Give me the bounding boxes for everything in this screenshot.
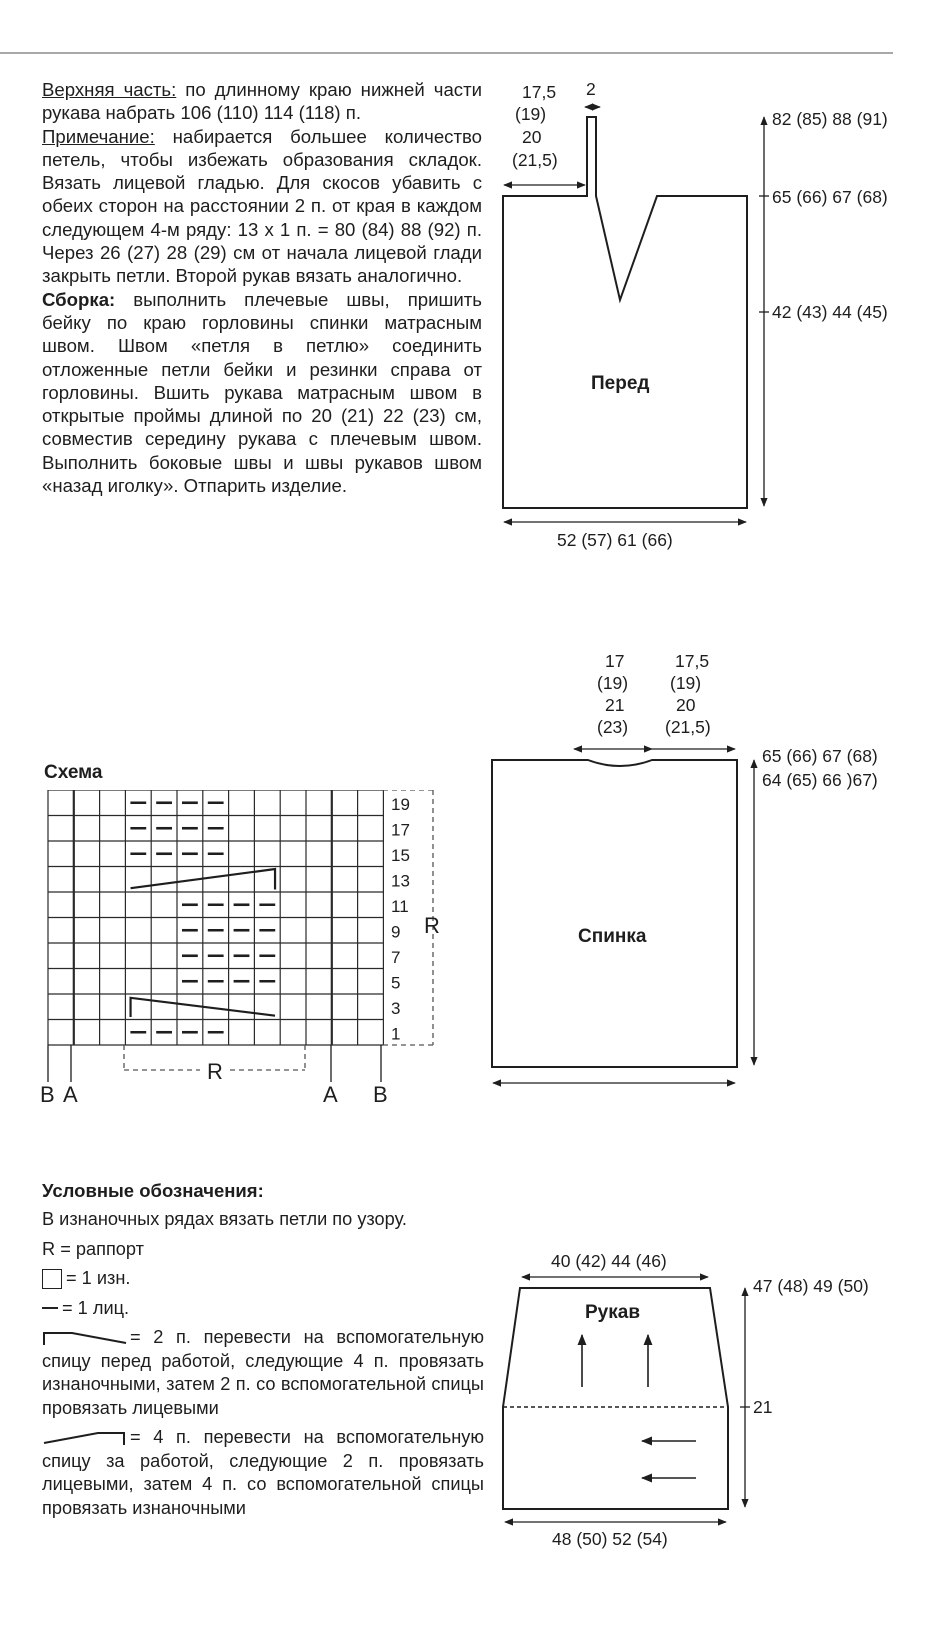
- front-body-height: 42 (43) 44 (45): [772, 302, 888, 322]
- front-neck-width-2: (19): [515, 104, 547, 124]
- marker-b-right: B: [373, 1082, 388, 1107]
- back-left-1: 17: [605, 651, 625, 671]
- sleeve-top-width: 40 (42) 44 (46): [551, 1251, 667, 1271]
- row-number: 1: [391, 1024, 401, 1044]
- note-text: набирается большее количество петель, чтобы избежать образования складок. Вязать лицевой гладью. Для скосов убавить с обеих сторон на расстоянии 2 п. от края в каждом следующем 4-м ряду: 13 х 1 п. = 80 (84) 88 (92) п. Через 26 (27) 28 (29) см от начала лицевой глади закрыть петли. Второй рукав вязать аналогично.: [42, 125, 482, 287]
- back-left-4: (23): [597, 717, 629, 737]
- back-diagram: [492, 760, 737, 1067]
- assembly-text: выполнить плечевые швы, пришить бейку по краю горловины спинки матрасным швом. Швом «петля в петлю» соединить отложенные петли бейки и резинки справа от горловины. Вшить рукава матрасным швом в открытые проймы длиной по 20 (21) 22 (23) см, совместив середину рукава с плечевым швом. Выполнить боковые швы и швы рукавов швом «назад иголку». Отпарить изделие.: [42, 288, 482, 497]
- back-left-3: 21: [605, 695, 625, 715]
- front-neck-depth: 65 (66) 67 (68): [772, 187, 888, 207]
- legend-repeat-text: R = раппорт: [42, 1238, 144, 1259]
- repeat-label-right: R: [424, 913, 440, 938]
- back-height-2: 64 (65) 66 )67): [762, 770, 878, 790]
- back-dimensions: [493, 749, 754, 1083]
- back-right-2: (19): [670, 673, 702, 693]
- row-number: 7: [391, 947, 401, 967]
- legend-cable-left-text: = 2 п. перевести на вспомогательную спицу перед работой, следующие 4 п. провязать изнаночными, затем 2 п. со вспомогательной спицы провязать лицевыми: [42, 1327, 484, 1418]
- marker-a-left: A: [63, 1082, 78, 1107]
- back-right-3: 20: [676, 695, 696, 715]
- back-right-1: 17,5: [675, 651, 710, 671]
- marker-a-right: A: [323, 1082, 338, 1107]
- row-number: 11: [391, 896, 409, 916]
- back-left-2: (19): [597, 673, 629, 693]
- sleeve-lower-height: 21: [753, 1397, 773, 1417]
- legend-intro: В изнаночных рядах вязать петли по узору.: [42, 1209, 407, 1229]
- front-diagram: [503, 117, 747, 508]
- back-height-1: 65 (66) 67 (68): [762, 746, 878, 766]
- sleeve-bottom-width: 48 (50) 52 (54): [552, 1529, 668, 1549]
- row-number: 9: [391, 922, 401, 942]
- back-title: Спинка: [578, 926, 647, 947]
- front-width: 52 (57) 61 (66): [557, 530, 673, 550]
- note-label: Примечание:: [42, 125, 155, 147]
- front-neck-width-1: 17,5: [522, 82, 557, 102]
- row-number: 19: [391, 794, 410, 814]
- assembly-label: Сборка:: [42, 288, 116, 310]
- back-right-4: (21,5): [665, 717, 711, 737]
- row-number: 5: [391, 973, 401, 993]
- row-number: 3: [391, 998, 401, 1018]
- legend-knit-text: = 1 лиц.: [62, 1297, 130, 1318]
- legend-cable-right-text: = 4 п. перевести на вспомогательную спицу за работой, следующие 2 п. провязать лицевыми, затем 4 п. со вспомогательной спицы провязать изнаночными: [42, 1427, 484, 1518]
- upper-part-label: Верхняя часть:: [42, 79, 177, 100]
- marker-b-left: B: [40, 1082, 55, 1107]
- sleeve-height: 47 (48) 49 (50): [753, 1276, 869, 1296]
- front-title: Перед: [591, 373, 650, 394]
- front-neck-width-4: (21,5): [512, 150, 558, 170]
- upper-part-text: по длинному краю нижней части рукава набрать 106 (110) 114 (118) п.: [42, 79, 482, 124]
- row-number: 15: [391, 845, 410, 865]
- front-neck-width-3: 20: [522, 127, 542, 147]
- sleeve-title: Рукав: [585, 1302, 640, 1323]
- schema-title: Схема: [44, 762, 103, 783]
- repeat-label-bottom: R: [207, 1059, 223, 1084]
- row-number: 13: [391, 871, 410, 891]
- legend-title: Условные обозначения:: [42, 1180, 264, 1201]
- front-band-width: 2: [586, 79, 596, 99]
- front-total-height: 82 (85) 88 (91): [772, 109, 888, 129]
- row-number: 17: [391, 820, 410, 840]
- legend-purl-text: = 1 изн.: [66, 1268, 131, 1288]
